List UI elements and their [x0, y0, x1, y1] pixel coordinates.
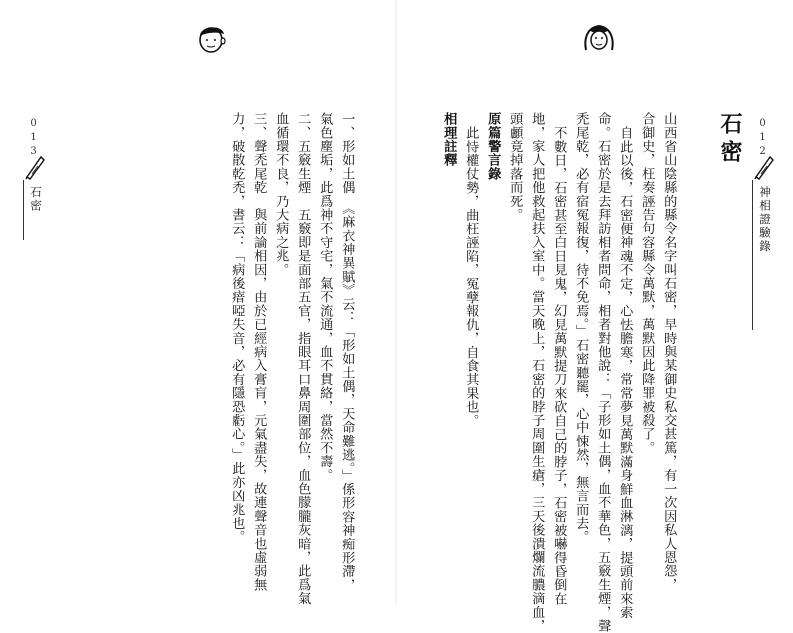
body-column: 此恃權仗勢，曲枉誣陷，冤孽報仇，自食其果也。	[463, 126, 479, 428]
left-running-header: 石密	[29, 186, 43, 213]
left-page-number: 013	[28, 118, 39, 160]
man-face-icon	[196, 22, 228, 54]
body-column: 二、五竅生煙 五竅即是面部五官，指眼耳口鼻周圍部位，血色朦朧灰暗，此爲氣	[295, 112, 311, 606]
section-heading-warning: 原篇警言錄	[485, 112, 501, 181]
body-column: 一、形如土偶 《麻衣神異賦》云：「形如土偶，天命難逃。」係形容神痴形滯，	[339, 112, 355, 592]
body-column: 自此以後，石密便神魂不定，心怯膽寒，常常夢見萬默滿身鮮血淋漓，提頭前來索	[617, 126, 633, 620]
body-column: 禿尾乾，必有宿冤報復，待不免焉。」石密聽罷，心中悚然，無言而去。	[573, 112, 589, 544]
story-title: 石密	[717, 112, 743, 168]
body-column: 頭顱竟掉落而死。	[507, 112, 523, 222]
header-rule	[23, 180, 24, 240]
body-column: 不數日，石密甚至白日見鬼，幻見萬默提刀來砍自己的脖子，石密被嚇得昏倒在	[551, 126, 567, 606]
section-heading-notes: 相理註釋	[441, 112, 457, 167]
right-running-header: 神相證驗錄	[758, 186, 772, 254]
quill-pen-icon	[24, 152, 46, 180]
header-rule	[752, 180, 753, 330]
body-column: 山西省山陰縣的縣令名字叫石密，早時與某御史私交甚篤，有一次因私人恩怨，	[661, 112, 677, 592]
right-page	[397, 0, 793, 633]
right-page-number: 012	[757, 118, 768, 160]
body-column: 合御史，枉奏誣告句容縣令萬默，萬默因此降罪被殺了。	[639, 112, 655, 455]
woman-face-icon	[580, 22, 618, 52]
body-column: 力，破散乾禿，書云：「病後瘖啞失音，必有隱恐虧心。」此亦凶兆也。	[229, 112, 245, 544]
body-column: 三、聲禿尾乾 與前論相因，由於已經病入膏肓，元氣盡失，故連聲音也虛弱無	[251, 112, 267, 592]
body-column: 地，家人把他救起扶入室中。當天晚上，石密的脖子周圍生瘡，三天後潰爛流膿滴血，	[529, 112, 545, 633]
body-column: 命。石密於是去拜訪相者問命，相者對他說：「子形如土偶，血不華色，五竅生煙，聲	[595, 112, 611, 633]
quill-pen-icon	[753, 152, 775, 180]
body-column: 血循環不良，乃大病之兆。	[273, 112, 289, 277]
body-column: 氣色塵垢，此爲神不守宅，氣不流通，血不貫絡，當然不壽。	[317, 112, 333, 482]
left-page	[0, 0, 396, 605]
